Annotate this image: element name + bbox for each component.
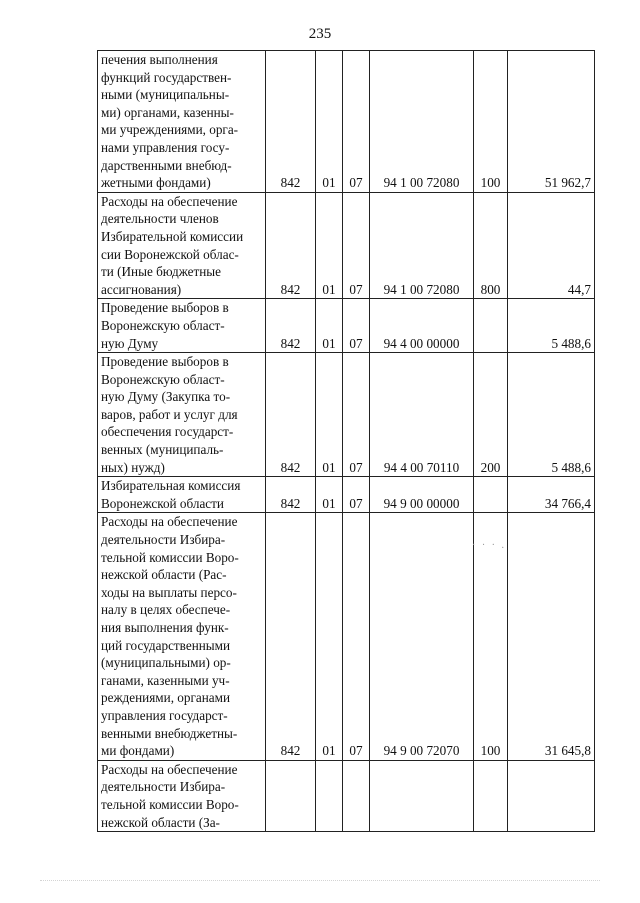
description-line: ассигнования) [101, 281, 182, 297]
description-line: ми) органами, казенны- [101, 104, 234, 120]
description-line: Расходы на обеспечение [101, 514, 238, 530]
description-line: ходы на выплаты персо- [101, 584, 237, 600]
subsection-cell: 07 [343, 51, 370, 193]
description-cell [98, 192, 266, 299]
scan-artifact: · · · . [472, 540, 506, 551]
description-line: ти (Иные бюджетные [101, 264, 222, 280]
page-number: 235 [308, 26, 332, 42]
description-line: ми фондами) [101, 743, 175, 759]
description-line: тельной комиссии Воро- [101, 549, 239, 565]
description-line: ми учреждениями, орга- [101, 122, 239, 138]
amount-cell: 31 645,8 [508, 513, 595, 760]
target-article-cell: 94 4 00 70110 [370, 353, 474, 477]
code-cell: 842 [266, 51, 316, 193]
description-cell [98, 760, 266, 831]
amount-cell: 34 766,4 [508, 477, 595, 513]
description-line: Проведение выборов в [101, 354, 229, 370]
subsection-cell: 07 [343, 513, 370, 760]
description-line: ных) нужд) [101, 459, 165, 475]
description-line: венными внебюджетны- [101, 725, 238, 741]
expense-type-cell [474, 477, 508, 513]
description-line: ганами, казенными уч- [101, 672, 230, 688]
target-article-cell: 94 1 00 72080 [370, 192, 474, 299]
description-line: сии Воронежской облас- [101, 246, 239, 262]
code-cell: 842 [266, 353, 316, 477]
section-cell: 01 [316, 299, 343, 353]
description-line: Воронежскую област- [101, 317, 225, 333]
description-line: ций государственными [101, 637, 231, 653]
description-cell [98, 353, 266, 477]
table-row [98, 353, 595, 477]
section-cell: 01 [316, 353, 343, 477]
expense-type-cell [474, 299, 508, 353]
description-line: нежской области (За- [101, 814, 220, 830]
section-cell: 01 [316, 477, 343, 513]
scan-noise-line [40, 880, 600, 881]
description-line: управления государст- [101, 707, 228, 723]
description-line: Избирательная комиссия [101, 478, 241, 494]
description-line: ния выполнения функ- [101, 620, 229, 635]
target-article-cell: 94 9 00 00000 [370, 477, 474, 513]
description-line: варов, работ и услуг для [101, 406, 238, 422]
description-line: обеспечения государст- [101, 424, 234, 440]
amount-cell: 44,7 [508, 192, 595, 299]
description-line: ную Думу [101, 335, 159, 351]
table-row [98, 51, 595, 193]
description-line: печения выполнения [101, 52, 218, 67]
amount-cell: 5 488,6 [508, 353, 595, 477]
description-line: деятельности членов [101, 211, 219, 227]
description-line: ными (муниципальны- [101, 87, 230, 103]
description-cell [98, 299, 266, 353]
description-line: (муниципальными) ор- [101, 655, 231, 671]
description-line: функций государствен- [101, 69, 232, 85]
subsection-cell [343, 760, 370, 831]
description-line: Проведение выборов в [101, 300, 229, 316]
table-row [98, 192, 595, 299]
code-cell: 842 [266, 299, 316, 353]
description-line: жетными фондами) [101, 175, 211, 191]
section-cell [316, 760, 343, 831]
section-cell: 01 [316, 513, 343, 760]
description-line: Воронежской области [101, 495, 224, 511]
expense-type-cell: 100 [474, 513, 508, 760]
expense-type-cell: 100 [474, 51, 508, 193]
code-cell [266, 760, 316, 831]
description-line: тельной комиссии Воро- [101, 796, 239, 812]
code-cell: 842 [266, 192, 316, 299]
description-line: Воронежскую област- [101, 371, 225, 387]
description-line: Расходы на обеспечение [101, 761, 238, 777]
description-cell [98, 477, 266, 513]
description-cell [98, 51, 266, 193]
code-cell: 842 [266, 477, 316, 513]
description-line: налу в целях обеспече- [101, 602, 231, 618]
table-row [98, 760, 595, 831]
subsection-cell: 07 [343, 299, 370, 353]
section-cell: 01 [316, 192, 343, 299]
target-article-cell: 94 1 00 72080 [370, 51, 474, 193]
code-cell: 842 [266, 513, 316, 760]
expense-type-cell: 800 [474, 192, 508, 299]
description-line: Избирательной комиссии [101, 228, 244, 244]
table-row [98, 299, 595, 353]
table-row [98, 513, 595, 760]
description-line: Расходы на обеспечение [101, 193, 238, 209]
budget-table [97, 50, 595, 832]
description-line: деятельности Избира- [101, 779, 226, 795]
amount-cell [508, 760, 595, 831]
description-line: нами управления госу- [101, 139, 230, 155]
description-cell [98, 513, 266, 760]
expense-type-cell: 200 [474, 353, 508, 477]
target-article-cell: 94 9 00 72070 [370, 513, 474, 760]
description-line: ную Думу (Закупка то- [101, 389, 231, 405]
subsection-cell: 07 [343, 353, 370, 477]
target-article-cell [370, 760, 474, 831]
expense-type-cell [474, 760, 508, 831]
description-line: реждениями, органами [101, 690, 231, 706]
subsection-cell: 07 [343, 477, 370, 513]
target-article-cell: 94 4 00 00000 [370, 299, 474, 353]
amount-cell: 51 962,7 [508, 51, 595, 193]
table-row [98, 477, 595, 513]
description-line: деятельности Избира- [101, 532, 226, 548]
subsection-cell: 07 [343, 192, 370, 299]
description-line: нежской области (Рас- [101, 567, 227, 583]
description-line: венных (муниципаль- [101, 442, 224, 458]
amount-cell: 5 488,6 [508, 299, 595, 353]
section-cell: 01 [316, 51, 343, 193]
description-line: дарственными внебюд- [101, 157, 232, 173]
